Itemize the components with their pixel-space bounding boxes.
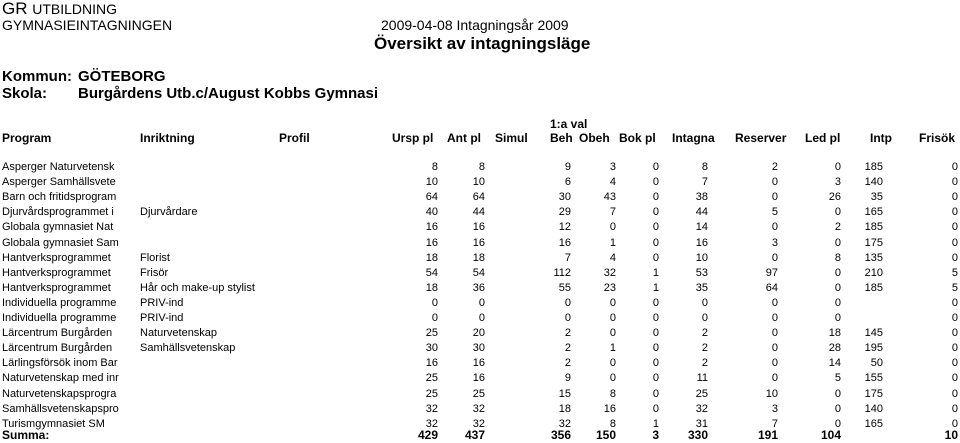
cell-ursp-pl: 16 <box>425 221 438 234</box>
cell-reserver: 2 <box>771 161 778 173</box>
cell-beh: 12 <box>558 221 571 234</box>
cell-ant-pl: 30 <box>472 342 485 355</box>
cell-frisok: 0 <box>951 402 958 415</box>
cell-ant-pl: 54 <box>472 266 485 279</box>
cell-ant-pl: 10 <box>472 176 485 189</box>
cell-beh: 112 <box>553 266 571 279</box>
cell-obeh: 0 <box>609 357 616 370</box>
cell-intp: 140 <box>864 176 883 189</box>
cell-intagna: 31 <box>695 417 708 430</box>
cell-reserver: 5 <box>771 206 778 219</box>
cell-inriktning: PRIV-ind <box>140 296 184 309</box>
cell-bok-pl: 0 <box>652 251 659 264</box>
cell-inriktning: Hår och make-up stylist <box>140 281 255 294</box>
summa-row <box>0 428 960 443</box>
cell-bok-pl: 0 <box>652 191 659 204</box>
cell-program: Hantverksprogrammet <box>2 281 111 294</box>
col-inriktning: Inriktning <box>140 131 195 145</box>
cell-ursp-pl: 18 <box>425 281 438 294</box>
table-row <box>0 251 960 266</box>
cell-intp: 145 <box>864 327 883 340</box>
cell-intp: 210 <box>864 266 883 279</box>
cell-reserver: 0 <box>771 251 778 264</box>
department-name: GYMNASIEINTAGNINGEN <box>2 17 173 33</box>
cell-led-pl: 0 <box>834 387 841 400</box>
cell-obeh: 3 <box>609 161 616 173</box>
summa-reserver: 191 <box>757 428 778 442</box>
cell-bok-pl: 0 <box>652 387 659 400</box>
cell-frisok: 5 <box>951 266 958 279</box>
cell-intagna: 38 <box>695 191 708 204</box>
org-gr: GR <box>2 0 28 18</box>
summa-ursp: 429 <box>417 428 438 442</box>
cell-ursp-pl: 16 <box>425 236 438 249</box>
cell-reserver: 0 <box>771 176 778 189</box>
cell-intp: 165 <box>864 206 883 219</box>
cell-intagna: 10 <box>695 251 708 264</box>
summa-label: Summa: <box>2 428 50 442</box>
summa-frisok: 10 <box>944 428 958 442</box>
cell-frisok: 0 <box>951 206 958 219</box>
cell-program: Asperger Naturvetensk <box>2 161 115 173</box>
cell-intagna: 11 <box>696 372 708 385</box>
table-row <box>0 236 960 251</box>
org-utbildning: UTBILDNING <box>32 1 118 17</box>
cell-frisok: 5 <box>951 281 958 294</box>
cell-beh: 2 <box>564 357 571 370</box>
cell-frisok: 0 <box>951 372 958 385</box>
cell-ursp-pl: 32 <box>425 417 438 430</box>
cell-beh: 7 <box>564 251 571 264</box>
cell-bok-pl: 0 <box>652 221 659 234</box>
cell-led-pl: 0 <box>834 266 841 279</box>
table-row <box>0 175 960 190</box>
cell-ant-pl: 44 <box>472 206 485 219</box>
cell-obeh: 32 <box>603 266 616 279</box>
col-bok-pl: Bok pl <box>619 131 656 145</box>
cell-ant-pl: 64 <box>472 191 485 204</box>
cell-obeh: 0 <box>609 327 616 340</box>
cell-beh: 55 <box>558 281 571 294</box>
cell-intagna: 32 <box>695 402 708 415</box>
cell-led-pl: 0 <box>834 281 841 294</box>
cell-ursp-pl: 0 <box>431 312 438 324</box>
cell-obeh: 8 <box>609 387 616 400</box>
cell-ant-pl: 18 <box>472 251 485 264</box>
cell-intagna: 8 <box>701 161 708 173</box>
first-choice-group-header: 1:a val <box>550 117 588 131</box>
cell-intagna: 14 <box>695 221 708 234</box>
cell-ant-pl: 0 <box>478 296 485 309</box>
cell-reserver: 0 <box>771 296 778 309</box>
cell-led-pl: 14 <box>828 357 841 370</box>
cell-program: Naturvetenskap med inr <box>2 372 119 385</box>
col-reserver: Reserver <box>735 131 787 145</box>
cell-led-pl: 8 <box>834 251 841 264</box>
cell-frisok: 0 <box>951 417 958 430</box>
kommun-label: Kommun: <box>2 68 72 85</box>
cell-intp: 155 <box>864 372 883 385</box>
cell-intp: 185 <box>864 161 883 173</box>
table-row <box>0 220 960 235</box>
skola-label: Skola: <box>2 85 48 102</box>
cell-frisok: 0 <box>951 327 958 340</box>
cell-frisok: 0 <box>951 176 958 189</box>
cell-obeh: 8 <box>609 417 616 430</box>
cell-program: Hantverksprogrammet <box>2 251 111 264</box>
cell-ursp-pl: 16 <box>425 357 438 370</box>
cell-program: Globala gymnasiet Sam <box>2 236 119 249</box>
cell-led-pl: 2 <box>834 221 841 234</box>
cell-inriktning: Djurvårdare <box>140 206 198 219</box>
cell-program: Lärcentrum Burgården <box>2 342 113 355</box>
cell-led-pl: 0 <box>834 417 841 430</box>
cell-ursp-pl: 32 <box>425 402 438 415</box>
summa-bok: 3 <box>652 428 659 442</box>
cell-beh: 2 <box>564 342 571 355</box>
cell-frisok: 0 <box>951 296 958 309</box>
cell-ant-pl: 32 <box>472 402 485 415</box>
cell-led-pl: 26 <box>828 191 841 204</box>
cell-obeh: 4 <box>609 176 616 189</box>
cell-intagna: 2 <box>701 342 708 355</box>
cell-intp: 135 <box>864 251 883 264</box>
cell-intagna: 2 <box>701 327 708 340</box>
cell-intp: 175 <box>864 236 883 249</box>
cell-obeh: 0 <box>609 312 616 324</box>
cell-obeh: 23 <box>603 281 616 294</box>
cell-inriktning: PRIV-ind <box>140 312 184 324</box>
cell-beh: 9 <box>564 372 571 385</box>
cell-beh: 15 <box>558 387 571 400</box>
kommun-value: GÖTEBORG <box>78 68 166 85</box>
cell-reserver: 7 <box>771 417 778 430</box>
cell-inriktning: Florist <box>140 251 170 264</box>
cell-inriktning: Frisör <box>140 266 169 279</box>
cell-reserver: 3 <box>771 236 778 249</box>
table-row <box>0 387 960 402</box>
cell-led-pl: 0 <box>834 296 841 309</box>
table-row <box>0 326 960 341</box>
table-row <box>0 296 960 311</box>
cell-led-pl: 18 <box>828 327 841 340</box>
cell-bok-pl: 0 <box>652 342 659 355</box>
col-beh: Beh <box>550 131 573 145</box>
cell-led-pl: 5 <box>834 372 841 385</box>
cell-frisok: 0 <box>951 251 958 264</box>
cell-beh: 30 <box>558 191 571 204</box>
col-ursp-pl: Ursp pl <box>392 131 434 145</box>
cell-frisok: 0 <box>951 387 958 400</box>
cell-led-pl: 0 <box>834 206 841 219</box>
cell-reserver: 0 <box>771 191 778 204</box>
cell-reserver: 0 <box>771 342 778 355</box>
cell-reserver: 64 <box>765 281 778 294</box>
cell-ant-pl: 16 <box>472 221 485 234</box>
cell-beh: 16 <box>558 236 571 249</box>
cell-led-pl: 0 <box>834 402 841 415</box>
skola-value: Burgårdens Utb.c/August Kobbs Gymnasi <box>78 85 379 102</box>
col-program: Program <box>2 131 52 145</box>
cell-program: Lärcentrum Burgården <box>2 327 113 340</box>
cell-inriktning: Samhällsvetenskap <box>140 342 236 355</box>
cell-ant-pl: 20 <box>472 327 485 340</box>
cell-program: Individuella programme <box>2 296 117 309</box>
table-row <box>0 356 960 371</box>
cell-intagna: 44 <box>695 206 708 219</box>
cell-program: Samhällsvetenskapspro <box>2 402 119 415</box>
cell-ant-pl: 32 <box>472 417 485 430</box>
cell-obeh: 43 <box>603 191 616 204</box>
cell-program: Djurvårdsprogrammet i <box>2 206 114 219</box>
cell-led-pl: 0 <box>834 312 841 324</box>
col-frisok: Frisök <box>919 131 956 145</box>
cell-reserver: 0 <box>771 221 778 234</box>
cell-ursp-pl: 25 <box>425 327 438 340</box>
cell-intp: 165 <box>864 417 883 430</box>
cell-frisok: 0 <box>951 161 958 173</box>
cell-bok-pl: 1 <box>652 417 659 430</box>
summa-ant: 437 <box>464 428 485 442</box>
cell-frisok: 0 <box>951 312 958 324</box>
cell-intagna: 7 <box>701 176 708 189</box>
cell-beh: 9 <box>564 161 571 173</box>
cell-frisok: 0 <box>951 221 958 234</box>
col-profil: Profil <box>279 131 310 145</box>
cell-bok-pl: 0 <box>652 327 659 340</box>
cell-obeh: 4 <box>609 251 616 264</box>
summa-intagna: 330 <box>687 428 708 442</box>
cell-intagna: 25 <box>695 387 708 400</box>
page-title: Översikt av intagningsläge <box>374 34 591 53</box>
cell-reserver: 0 <box>771 312 778 324</box>
cell-reserver: 97 <box>765 266 778 279</box>
cell-frisok: 0 <box>951 357 958 370</box>
summa-obeh: 150 <box>595 428 616 442</box>
cell-intagna: 53 <box>695 266 708 279</box>
cell-intagna: 0 <box>701 296 708 309</box>
cell-ant-pl: 16 <box>472 372 485 385</box>
col-intagna: Intagna <box>672 131 715 145</box>
table-row <box>0 190 960 205</box>
cell-obeh: 1 <box>609 342 616 355</box>
cell-intp: 195 <box>864 342 883 355</box>
cell-obeh: 1 <box>609 236 616 249</box>
col-simul: Simul <box>495 131 528 145</box>
table-row <box>0 266 960 281</box>
cell-inriktning: Naturvetenskap <box>140 327 218 340</box>
cell-ant-pl: 16 <box>472 357 485 370</box>
cell-obeh: 0 <box>609 221 616 234</box>
cell-program: Barn och fritidsprogram <box>2 191 117 204</box>
cell-led-pl: 0 <box>834 236 841 249</box>
table-row <box>0 371 960 386</box>
cell-program: Naturvetenskapsprogra <box>2 387 117 400</box>
cell-program: Hantverksprogrammet <box>2 266 111 279</box>
cell-program: Globala gymnasiet Nat <box>2 221 114 234</box>
cell-ant-pl: 25 <box>472 387 485 400</box>
col-led-pl: Led pl <box>805 131 841 145</box>
cell-obeh: 7 <box>609 206 616 219</box>
cell-led-pl: 0 <box>834 161 841 173</box>
cell-bok-pl: 1 <box>652 281 659 294</box>
cell-beh: 0 <box>564 296 571 309</box>
cell-led-pl: 3 <box>834 176 841 189</box>
cell-bok-pl: 1 <box>652 266 659 279</box>
cell-bok-pl: 0 <box>652 206 659 219</box>
cell-intp: 35 <box>870 191 883 204</box>
cell-frisok: 0 <box>951 191 958 204</box>
cell-ursp-pl: 64 <box>425 191 438 204</box>
cell-ursp-pl: 8 <box>431 161 438 173</box>
table-row <box>0 160 960 175</box>
cell-ursp-pl: 25 <box>425 372 438 385</box>
cell-beh: 29 <box>558 206 571 219</box>
cell-bok-pl: 0 <box>652 402 659 415</box>
cell-program: Lärlingsförsök inom Bar <box>2 357 118 370</box>
cell-bok-pl: 0 <box>652 161 659 173</box>
cell-intp: 175 <box>864 387 883 400</box>
cell-intagna: 2 <box>701 357 708 370</box>
cell-ursp-pl: 40 <box>425 206 438 219</box>
cell-beh: 2 <box>564 327 571 340</box>
table-row <box>0 205 960 220</box>
report-date: 2009-04-08 Intagningsår 2009 <box>381 17 569 33</box>
cell-beh: 18 <box>558 402 571 415</box>
cell-beh: 32 <box>558 417 571 430</box>
cell-intp: 185 <box>864 281 883 294</box>
cell-beh: 0 <box>564 312 571 324</box>
cell-ursp-pl: 10 <box>425 176 438 189</box>
cell-ant-pl: 36 <box>472 281 485 294</box>
cell-ant-pl: 8 <box>478 161 485 173</box>
table-row <box>0 281 960 296</box>
summa-beh: 356 <box>550 428 571 442</box>
cell-frisok: 0 <box>951 342 958 355</box>
cell-ursp-pl: 0 <box>431 296 438 309</box>
cell-obeh: 0 <box>609 372 616 385</box>
cell-intagna: 35 <box>695 281 708 294</box>
cell-program: Asperger Samhällsvete <box>2 176 116 189</box>
cell-ursp-pl: 18 <box>425 251 438 264</box>
cell-intagna: 0 <box>701 312 708 324</box>
cell-reserver: 0 <box>771 327 778 340</box>
cell-bok-pl: 0 <box>652 357 659 370</box>
cell-bok-pl: 0 <box>652 312 659 324</box>
cell-program: Individuella programme <box>2 312 117 324</box>
cell-program: Turismgymnasiet SM <box>2 417 105 430</box>
col-ant-pl: Ant pl <box>447 131 481 145</box>
table-row <box>0 341 960 356</box>
cell-ant-pl: 0 <box>478 312 485 324</box>
cell-reserver: 3 <box>771 402 778 415</box>
cell-reserver: 10 <box>765 387 778 400</box>
cell-frisok: 0 <box>951 236 958 249</box>
cell-ant-pl: 16 <box>472 236 485 249</box>
cell-led-pl: 28 <box>828 342 841 355</box>
cell-obeh: 16 <box>603 402 616 415</box>
cell-bok-pl: 0 <box>652 296 659 309</box>
summa-led: 104 <box>820 428 841 442</box>
cell-obeh: 0 <box>609 296 616 309</box>
cell-reserver: 0 <box>771 372 778 385</box>
cell-beh: 6 <box>564 176 571 189</box>
cell-ursp-pl: 25 <box>425 387 438 400</box>
col-intp: Intp <box>870 131 892 145</box>
cell-bok-pl: 0 <box>652 236 659 249</box>
col-obeh: Obeh <box>579 131 610 145</box>
cell-intagna: 16 <box>695 236 708 249</box>
table-row <box>0 402 960 417</box>
cell-intp: 185 <box>864 221 883 234</box>
cell-reserver: 0 <box>771 357 778 370</box>
cell-ursp-pl: 54 <box>425 266 438 279</box>
cell-bok-pl: 0 <box>652 176 659 189</box>
cell-intp: 50 <box>870 357 883 370</box>
cell-bok-pl: 0 <box>652 372 659 385</box>
table-row <box>0 311 960 326</box>
org-name <box>2 0 117 18</box>
cell-ursp-pl: 30 <box>425 342 438 355</box>
cell-intp: 140 <box>864 402 883 415</box>
